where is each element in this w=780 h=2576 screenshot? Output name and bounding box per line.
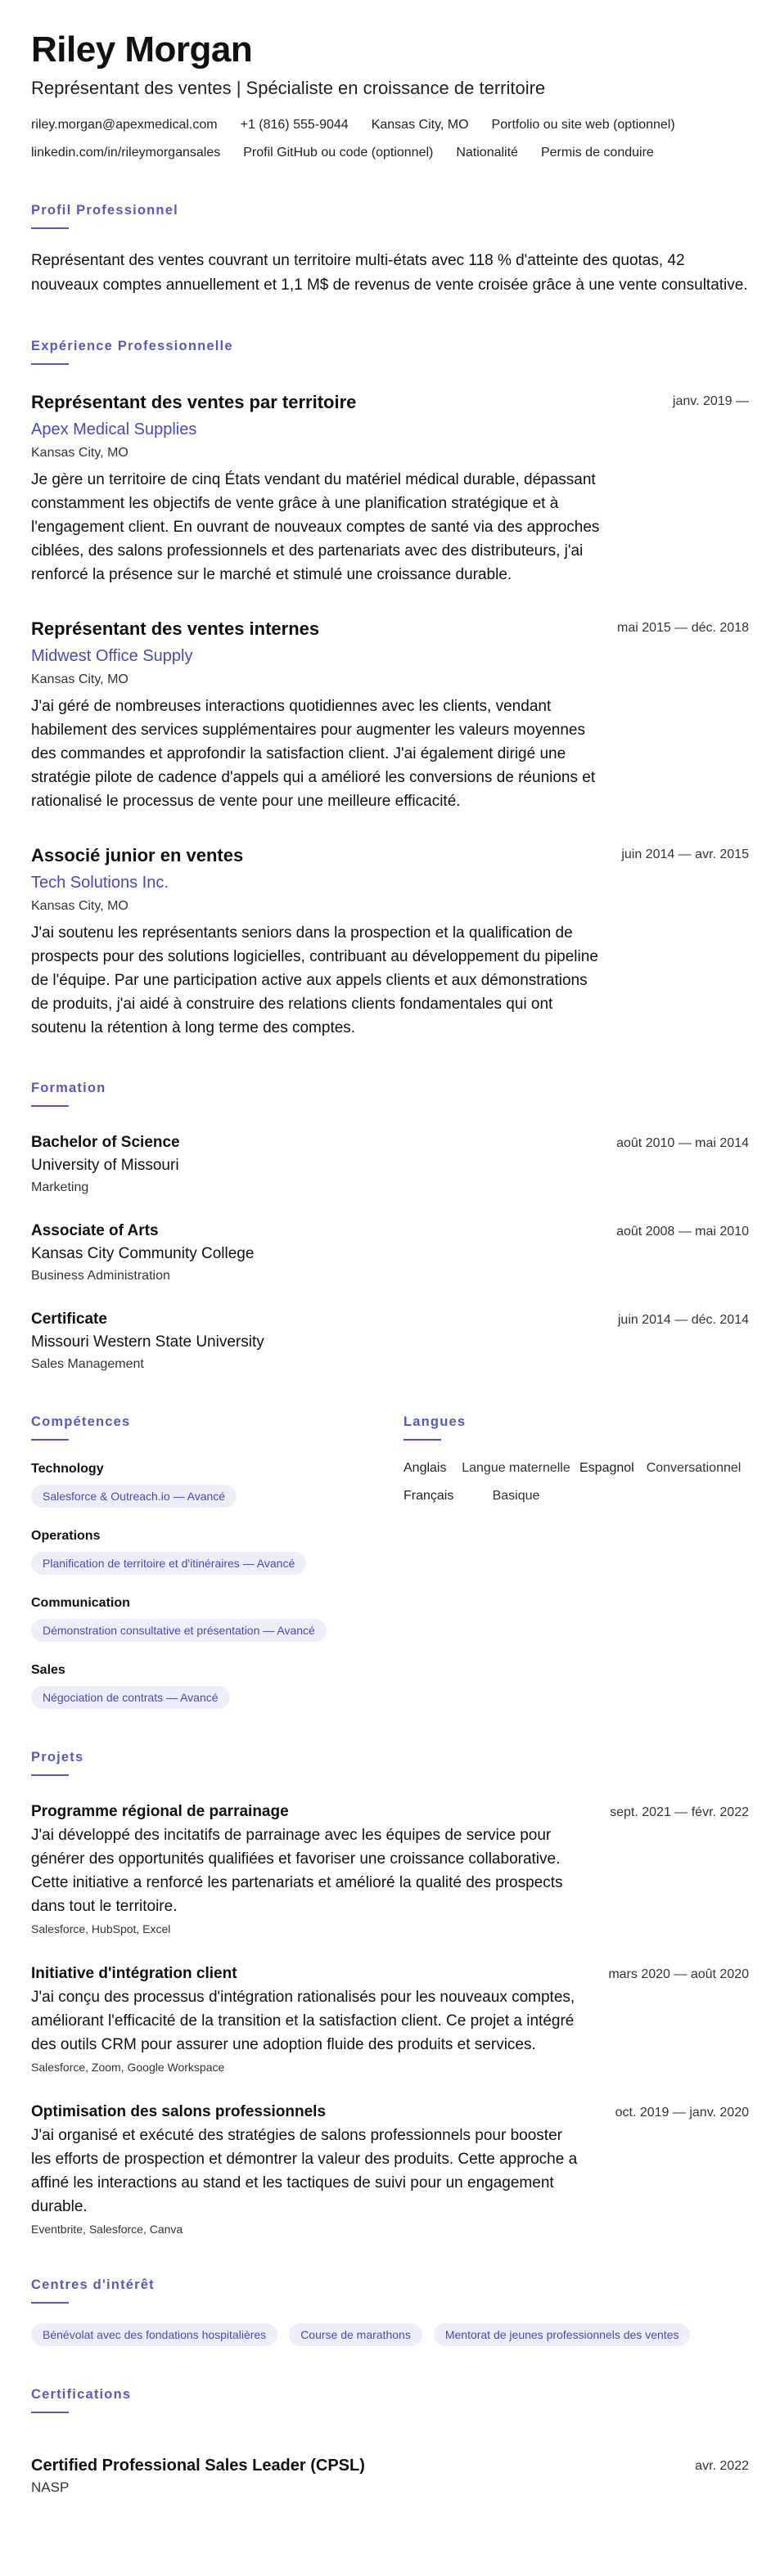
section-divider [31,1105,69,1107]
education-entry [31,1310,749,1373]
certification-name: Certified Professional Sales Leader (CPSL) [31,2457,365,2475]
section-divider [31,227,69,229]
contact-nationality: Nationalité [456,146,518,160]
section-divider [31,1439,69,1441]
contact-license: Permis de conduire [540,146,654,160]
section-title-skills: Compétences [31,1414,131,1429]
education-degree: Certificate [31,1310,107,1328]
contact-location: Kansas City, MO [371,118,469,132]
contact-github[interactable]: Profil GitHub ou code (optionnel) [243,146,434,160]
project-title: Optimisation des salons professionnels [31,2103,327,2120]
experience-section [31,337,749,1040]
project-entry [31,1802,749,1936]
skill-category: Communication [31,1596,130,1610]
education-field: Marketing [31,1180,89,1194]
education-school: Missouri Western State University [31,1333,264,1351]
skills-section [31,1413,404,1709]
candidate-title: Représentant des ventes | Spécialiste en croissance de territoire [31,78,546,98]
section-title-interests: Centres d'intérêt [31,2277,155,2292]
section-divider [404,1439,441,1441]
experience-entry [31,391,749,587]
language-level: Basique [492,1489,540,1503]
project-dates: sept. 2021 — févr. 2022 [610,1805,749,1819]
job-description: J'ai géré de nombreuses interactions quotidiennes avec les clients, vendant habilement des services supplémentaires pour augmenter les valeurs moyennes des commandes et approfondir la satisfaction client. J'ai également dirigé une stratégie pilote de cadence d'appels qui a amélioré les conversions de réunions et rationalisé le processus de vente pour une meilleure efficacité. [31,698,596,810]
section-divider [31,363,69,365]
experience-entry [31,618,749,813]
languages-section [404,1413,749,1709]
contact-linkedin[interactable]: linkedin.com/in/rileymorgansales [31,146,221,160]
project-entry [31,2102,749,2237]
interest-pill: Mentorat de jeunes professionnels des ventes [434,2323,691,2346]
job-title: Représentant des ventes par territoire [31,392,357,412]
skill-category: Operations [31,1529,101,1543]
job-company: Midwest Office Supply [31,647,193,665]
section-title-experience: Expérience Professionnelle [31,339,233,353]
job-dates: juin 2014 — avr. 2015 [621,847,749,861]
language-name: Français [404,1489,454,1503]
skills-languages-row [31,1413,749,1709]
education-dates: juin 2014 — déc. 2014 [617,1313,749,1327]
skill-category: Sales [31,1663,65,1677]
job-location: Kansas City, MO [31,446,128,460]
education-degree: Associate of Arts [31,1222,159,1239]
education-entry [31,1133,749,1197]
job-dates: mai 2015 — déc. 2018 [617,621,749,635]
interests-section [31,2276,749,2346]
certification-entry [31,2456,749,2497]
job-dates: janv. 2019 — [672,394,749,408]
contact-list [31,116,751,162]
language-name: Anglais [404,1461,447,1475]
language-name: Espagnol [579,1461,634,1475]
education-field: Business Administration [31,1269,170,1283]
section-title-profile: Profil Professionnel [31,203,178,218]
language-level: Langue maternelle [462,1461,570,1475]
contact-phone[interactable]: +1 (816) 555-9044 [240,118,349,132]
skill-category: Technology [31,1462,104,1476]
section-divider [31,1774,69,1776]
project-entry [31,1964,749,2075]
skill-group [31,1460,404,1508]
job-company: Tech Solutions Inc. [31,874,169,892]
candidate-name: Riley Morgan [31,29,253,70]
skill-pill: Démonstration consultative et présentation — Avancé [31,1619,327,1642]
project-description: J'ai organisé et exécuté des stratégies de salons professionnels pour booster les efforts de prospection et démontrer la valeur des produits. Cette approche a affiné les interactions au stand et les tactiques de suivi pour un engagement durable. [31,2127,578,2215]
section-title-languages: Langues [404,1414,467,1429]
contact-email[interactable]: riley.morgan@apexmedical.com [31,118,218,132]
language-list [404,1460,749,1504]
job-description: Je gère un territoire de cinq États vendant du matériel médical durable, dépassant constamment les objectifs de vente grâce à une planification stratégique et à l'engagement client. En ouvrant de nouveaux comptes de santé via des approches ciblées, des salons professionnels et des partenariats avec des distributeurs, j'ai renforcé la présence sur le marché et stimulé une croissance durable. [31,471,600,583]
job-title: Représentant des ventes internes [31,618,320,639]
project-title: Initiative d'intégration client [31,1965,237,1982]
job-company: Apex Medical Supplies [31,420,197,438]
job-location: Kansas City, MO [31,672,128,686]
project-dates: mars 2020 — août 2020 [608,1967,749,1981]
section-divider [31,2302,69,2304]
certifications-section [31,2385,749,2497]
education-field: Sales Management [31,1357,144,1371]
skill-pill: Négociation de contrats — Avancé [31,1686,230,1709]
interest-list [31,2323,749,2346]
project-dates: oct. 2019 — janv. 2020 [615,2106,749,2120]
education-dates: août 2008 — mai 2010 [616,1225,749,1239]
profile-summary: Représentant des ventes couvrant un territoire multi-états avec 118 % d'atteinte des quotas, 42 nouveaux comptes annuellement et 1,1 M$ de revenus de vente croisée grâce à une vente consultative. [31,252,748,294]
education-entry [31,1221,749,1285]
education-section [31,1079,749,1373]
language-level: Conversationnel [646,1461,742,1475]
section-title-projects: Projets [31,1750,84,1765]
interest-pill: Course de marathons [289,2323,422,2346]
experience-entry [31,844,749,1040]
skill-group [31,1661,404,1709]
interest-pill: Bénévolat avec des fondations hospitalières [31,2323,277,2346]
section-title-certifications: Certifications [31,2387,132,2402]
project-tech: Salesforce, Zoom, Google Workspace [31,2061,225,2074]
education-dates: août 2010 — mai 2014 [616,1136,749,1150]
project-description: J'ai développé des incitatifs de parrainage avec les équipes de service pour générer des opportunités qualifiées et favoriser une croissance collaborative. Cette initiative a renforcé les partenariats et amélioré la qualité des prospects dans tout le territoire. [31,1827,563,1915]
section-title-education: Formation [31,1081,106,1095]
job-title: Associé junior en ventes [31,845,244,865]
job-location: Kansas City, MO [31,899,128,913]
skill-group [31,1594,404,1642]
project-tech: Salesforce, HubSpot, Excel [31,1922,171,1935]
profile-section [31,201,749,298]
skill-group [31,1527,404,1575]
education-school: Kansas City Community College [31,1245,255,1262]
education-degree: Bachelor of Science [31,1134,180,1151]
projects-section [31,1748,749,2237]
section-divider [31,2412,69,2413]
skill-pill: Salesforce & Outreach.io — Avancé [31,1485,237,1508]
certification-date: avr. 2022 [695,2459,749,2473]
certification-issuer: NASP [31,2479,70,2495]
project-tech: Eventbrite, Salesforce, Canva [31,2223,183,2236]
job-description: J'ai soutenu les représentants seniors dans la prospection et la qualification de prospects pour des solutions logicielles, contribuant au développement du pipeline de l'équipe. Par une participation active aux appels clients et aux démonstrations de produits, j'ai aidé à construire des relations clients fondamentales qui ont soutenu la rétention à long terme des comptes. [31,924,598,1036]
project-description: J'ai conçu des processus d'intégration rationalisés pour les nouveaux comptes, améliorant l'efficacité de la transition et la satisfaction client. Ce projet a intégré des outils CRM pour assurer une adoption fluide des produits et services. [31,1989,575,2053]
project-title: Programme régional de parrainage [31,1803,289,1820]
skill-pill: Planification de territoire et d'itinéraires — Avancé [31,1552,306,1575]
contact-portfolio[interactable]: Portfolio ou site web (optionnel) [491,118,675,132]
education-school: University of Missouri [31,1157,179,1174]
